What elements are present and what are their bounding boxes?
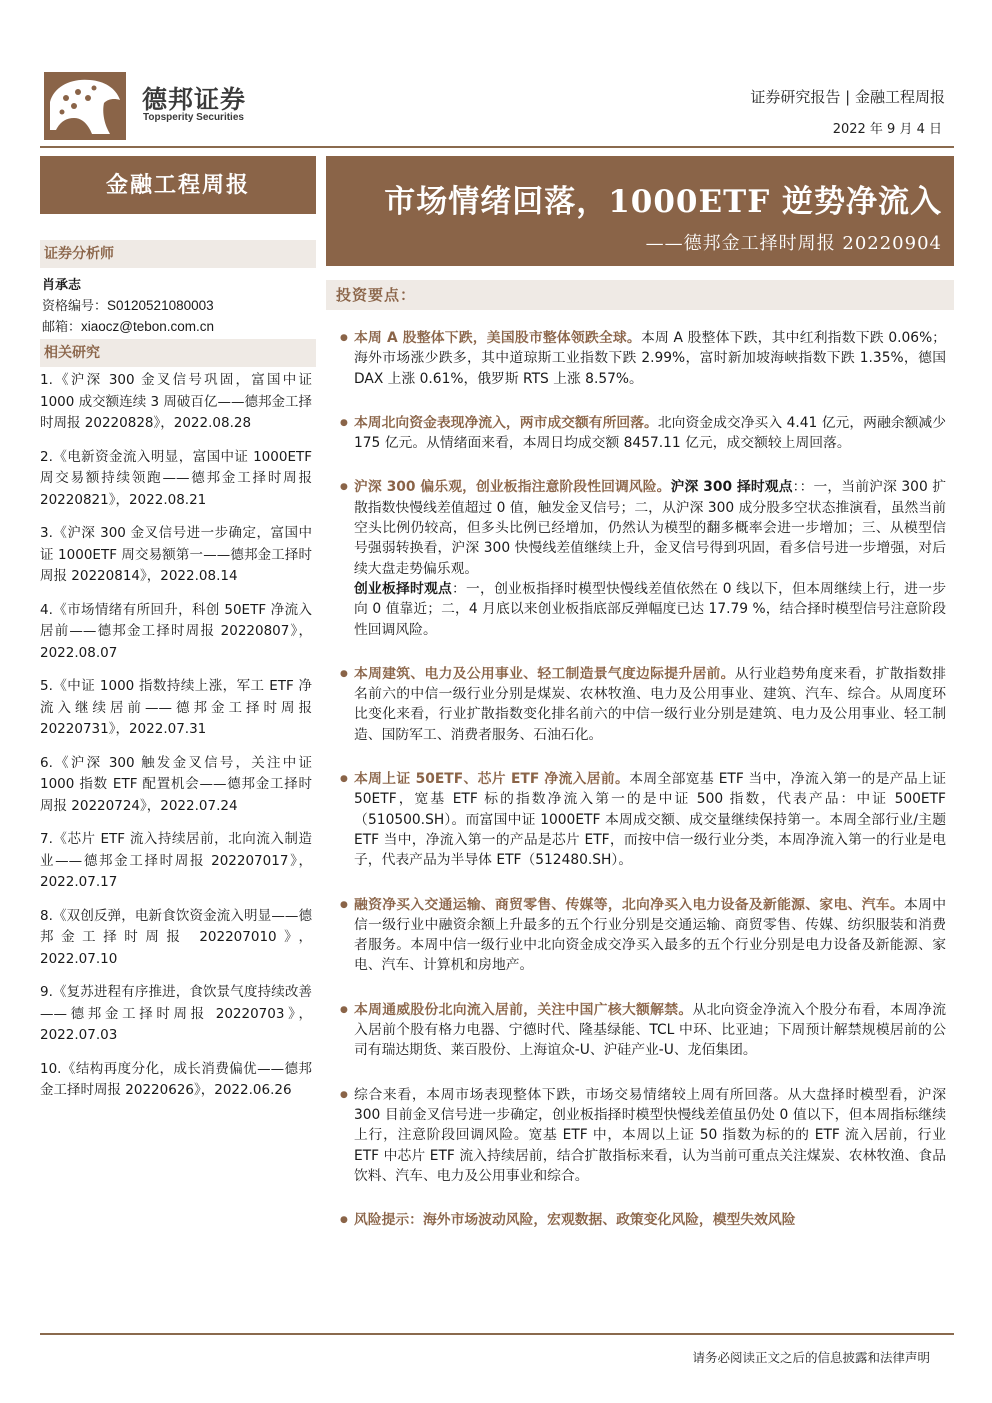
point-item bbox=[340, 413, 946, 454]
analyst-name: 肖承志 bbox=[42, 278, 82, 293]
brand-name-cn: 德邦证券 bbox=[142, 85, 247, 114]
point-subheading: 沪深 300 择时观点 bbox=[670, 479, 793, 496]
footer-disclaimer[interactable]: 请务必阅读正文之后的信息披露和法律声明 bbox=[692, 1350, 930, 1365]
point-headline: 本周 A 股整体下跌，美国股市整体领跌全球。 bbox=[354, 330, 641, 346]
point-headline: 本周北向资金表现净流入，两市成交额有所回落。 bbox=[354, 414, 658, 431]
report-date: 2022 年 9 月 4 日 bbox=[832, 122, 942, 137]
point-text: 从行业趋势角度来看，扩散指数排名前六的中信一级行业分别是煤炭、农林牧渔、电力及公用事业、建筑、汽车、综合。从周度环比变化来看，行业扩散指数变化排名前六的中信一级行业分别是建筑、电力及公用事业、轻工制造、国防军工、消费者服务、石油石化。 bbox=[354, 665, 947, 743]
related-research-list bbox=[40, 370, 312, 1114]
point-headline: 融资净买入交通运输、商贸零售、传媒等，北向净买入电力设备及新能源、家电、汽车。 bbox=[354, 896, 904, 913]
point-item bbox=[340, 328, 946, 389]
leopard-logo-icon bbox=[44, 72, 126, 140]
license-label: 资格编号： bbox=[42, 299, 108, 314]
related-item[interactable]: 2.《电新资金流入明显，富国中证 1000ETF 周交易额持续领跑——德邦金工择时周报 20220821》，2022.08.21 bbox=[40, 448, 312, 508]
related-item[interactable]: 5.《中证 1000 指数持续上涨，军工 ETF 净流入继续居前——德邦金工择时周报 20220731》，2022.07.31 bbox=[40, 678, 312, 737]
point-text: 本周中信一级行业中融资余额上升最多的五个行业分别是交通运输、商贸零售、传媒、纺织服装和消费者服务。本周中信一级行业中北向资金成交净买入最多的五个行业分别是电力设备及新能源、家电、汽车、计算机和房地产。 bbox=[354, 896, 947, 974]
related-item[interactable]: 1.《沪深 300 金叉信号巩固，富国中证 1000 成交额连续 3 周破百亿——德邦金工择时周报 20220828》，2022.08.28 bbox=[40, 372, 312, 431]
point-item bbox=[340, 895, 946, 976]
risk-warning-text: 风险提示：海外市场波动风险，宏观数据、政策变化风险，模型失效风险 bbox=[354, 1212, 796, 1229]
email-label: 邮箱： bbox=[42, 320, 82, 335]
point-item bbox=[340, 769, 946, 870]
point-text: 从北向资金净流入个股分布看，本周净流入居前个股有格力电器、宁德时代、隆基绿能、TCL 中环、比亚迪；下周预计解禁规模居前的公司有瑞达期货、莱百股份、上海谊众-U、沪硅产业-U、龙佰集团。 bbox=[354, 1001, 947, 1059]
point-item bbox=[340, 1085, 946, 1186]
header-divider bbox=[40, 146, 954, 148]
related-item[interactable]: 4.《市场情绪有所回升，科创 50ETF 净流入居前——德邦金工择时周报 20220807》，2022.08.07 bbox=[40, 601, 312, 661]
brand-logo bbox=[44, 72, 254, 142]
report-type: 证券研究报告 | 金融工程周报 bbox=[750, 88, 945, 106]
point-headline: 本周建筑、电力及公用事业、轻工制造景气度边际提升居前。 bbox=[354, 665, 735, 682]
point-text: 综合来看，本周市场表现整体下跌，市场交易情绪较上周有所回落。从大盘择时模型看，沪深 300 目前金叉信号进一步确定，创业板指择时模型快慢线差值虽仍处 0 值以下，但本周指标继续上行，注意阶段回调风险。宽基 ETF 中，本周以上证 50 指数为标的的 ETF 流入居前，行业 ETF 中芯片 ETF 流入持续居前，结合扩散指标来看，认为当前可重点关注煤炭、农林牧渔、食品饮料、汽车、电力及公用事业和综合。 bbox=[354, 1086, 946, 1184]
point-headline: 本周上证 50ETF、芯片 ETF 净流入居前。 bbox=[354, 771, 630, 788]
related-item[interactable]: 10.《结构再度分化，成长消费偏优——德邦金工择时周报 20220626》，2022.06.26 bbox=[40, 1060, 312, 1098]
point-item bbox=[340, 1000, 946, 1061]
related-item[interactable]: 7.《芯片 ETF 流入持续居前，北向流入制造业——德邦金工择时周报 202207017》，2022.07.17 bbox=[40, 831, 312, 890]
point-headline: 沪深 300 偏乐观，创业板指注意阶段性回调风险。 bbox=[354, 479, 671, 496]
report-title: 市场情绪回落，1000ETF 逆势净流入 bbox=[384, 184, 942, 220]
point-text: 北向资金成交净买入 4.41 亿元，两融余额减少 175 亿元。从情绪面来看，本周日均成交额 8457.11 亿元，成交额较上周回落。 bbox=[354, 414, 946, 452]
point-text: ：一，创业板指择时模型快慢线差值依然在 0 线以下，但本周继续上行，进一步向 0 值靠近；二，4 月底以来创业板指底部反弹幅度已达 17.79 %，结合择时模型信号注意阶段性回调风险。 bbox=[354, 580, 946, 638]
title-banner bbox=[326, 156, 954, 266]
point-text: 本周全部宽基 ETF 当中，净流入第一的是产品上证 50ETF，宽基 ETF 标的指数净流入第一的是中证 500 指数，代表产品：中证 500ETF（510500.SH）。而富国中证 1000ETF 本周成交额、成交量继续保持第一。本周全部行业/主题 ETF 当中，净流入第一的产品是芯片 ETF，而按中信一级行业分类，本周净流入第一的行业是电子，代表产品为半导体 ETF（512480.SH）。 bbox=[354, 771, 946, 869]
report-category-banner: 金融工程周报 bbox=[40, 156, 316, 214]
point-subheading: 创业板择时观点 bbox=[354, 580, 453, 597]
related-item[interactable]: 9.《复苏进程有序推进，食饮景气度持续改善——德邦金工择时周报 20220703》，2022.07.03 bbox=[40, 984, 312, 1043]
investment-points-label: 投资要点： bbox=[326, 280, 954, 310]
email-address[interactable]: xiaocz@tebon.com.cn bbox=[81, 319, 215, 334]
related-item[interactable]: 8.《双创反弹，电新食饮资金流入明显——德邦金工择时周报 202207010》，2022.07.10 bbox=[40, 907, 312, 967]
point-headline: 本周通威股份北向流入居前，关注中国广核大额解禁。 bbox=[354, 1001, 693, 1018]
point-text: ：：一，当前沪深 300 扩散指数快慢线差值超过 0 值，触发金叉信号；二，从沪深 300 成分股多空状态推演看，虽然当前空头比例仍较高，但多头比例已经增加，仍然认为模型的翻多概率会进一步增加；三、从模型信号强弱转换看，沪深 300 快慢线差值继续上升，金叉信号得到巩固，看多信号进一步增强，对后续大盘走势偏乐观。 bbox=[354, 479, 947, 577]
analyst-section-label: 证券分析师 bbox=[40, 240, 316, 268]
report-subtitle: ——德邦金工择时周报 20220904 bbox=[645, 233, 942, 254]
analyst-email bbox=[42, 316, 214, 335]
brand-name-en: Topsperity Securities bbox=[143, 112, 244, 123]
related-section-label: 相关研究 bbox=[40, 339, 316, 367]
footer-divider bbox=[40, 1333, 954, 1335]
analyst-license bbox=[42, 295, 214, 314]
license-number: S0120521080003 bbox=[107, 298, 214, 313]
related-item[interactable]: 6.《沪深 300 触发金叉信号，关注中证 1000 指数 ETF 配置机会——德邦金工择时周报 20220724》，2022.07.24 bbox=[40, 754, 312, 814]
point-item bbox=[340, 664, 946, 745]
point-text: 本周 A 股整体下跌，其中红利指数下跌 0.06%；海外市场涨少跌多，其中道琼斯工业指数下跌 2.99%，富时新加坡海峡指数下跌 1.35%，德国 DAX 上涨 0.61%，俄罗斯 RTS 上涨 8.57%。 bbox=[354, 330, 946, 387]
risk-warning bbox=[340, 1210, 946, 1230]
related-item[interactable]: 3.《沪深 300 金叉信号进一步确定，富国中证 1000ETF 周交易额第一——德邦金工择时周报 20220814》，2022.08.14 bbox=[40, 525, 312, 584]
investment-points-list bbox=[340, 328, 946, 1254]
point-item bbox=[340, 477, 946, 639]
